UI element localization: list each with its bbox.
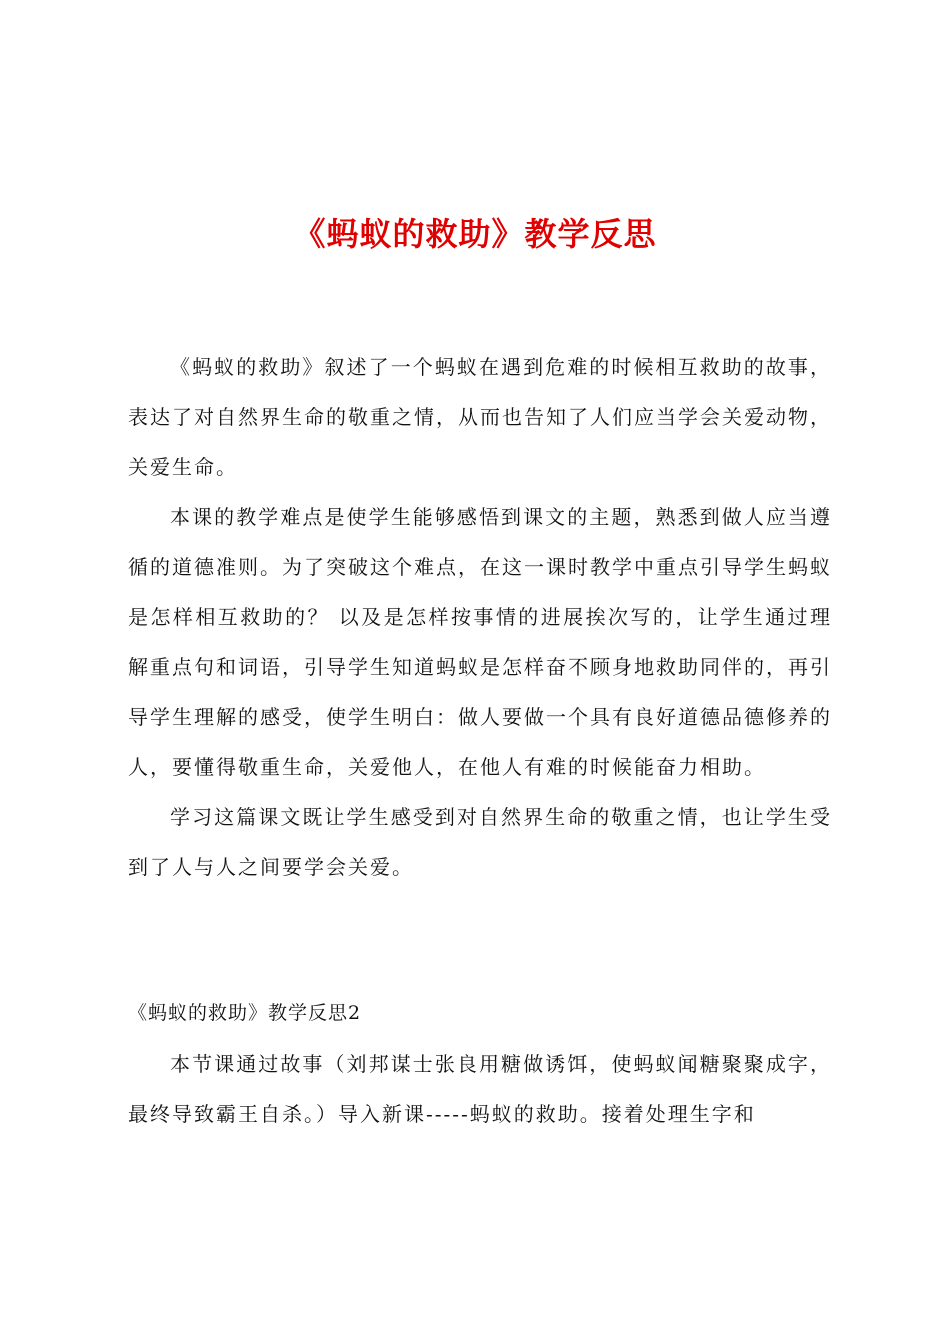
section-2-heading: 《蚂蚁的救助》教学反思2 xyxy=(128,1002,362,1024)
paragraph-2: 本课的教学难点是使学生能够感悟到课文的主题，熟悉到做人应当遵循的道德准则。为了突破这个难点，在这一课时教学中重点引导学生蚂蚁是怎样相互救助的？ 以及是怎样按事情的进展挨次写的，让学生通过理解重点句和词语，引导学生知道蚂蚁是怎样奋不顾身地救助同伴的，再引导学生理解的感受，使学生明白：做人要做一个具有良好道德品德修养的人，要懂得敬重生命，关爱他人，在他人有难的时候能奋力相助。 xyxy=(128,505,832,779)
document-title: 《蚂蚁的救助》教学反思 xyxy=(293,215,657,253)
section-2-paragraph: 本节课通过故事（刘邦谋士张良用糖做诱饵，使蚂蚁闻糖聚聚成字，最终导致霸王自杀。）导入新课-----蚂蚁的救助。接着处理生字和 xyxy=(128,1052,832,1126)
section-1-body xyxy=(128,342,832,892)
section-2-body xyxy=(128,1039,832,1139)
paragraph-1: 《蚂蚁的救助》叙述了一个蚂蚁在遇到危难的时候相互救助的故事，表达了对自然界生命的敬重之情，从而也告知了人们应当学会关爱动物，关爱生命。 xyxy=(128,355,832,479)
paragraph-3: 学习这篇课文既让学生感受到对自然界生命的敬重之情，也让学生受到了人与人之间要学会关爱。 xyxy=(128,805,832,879)
